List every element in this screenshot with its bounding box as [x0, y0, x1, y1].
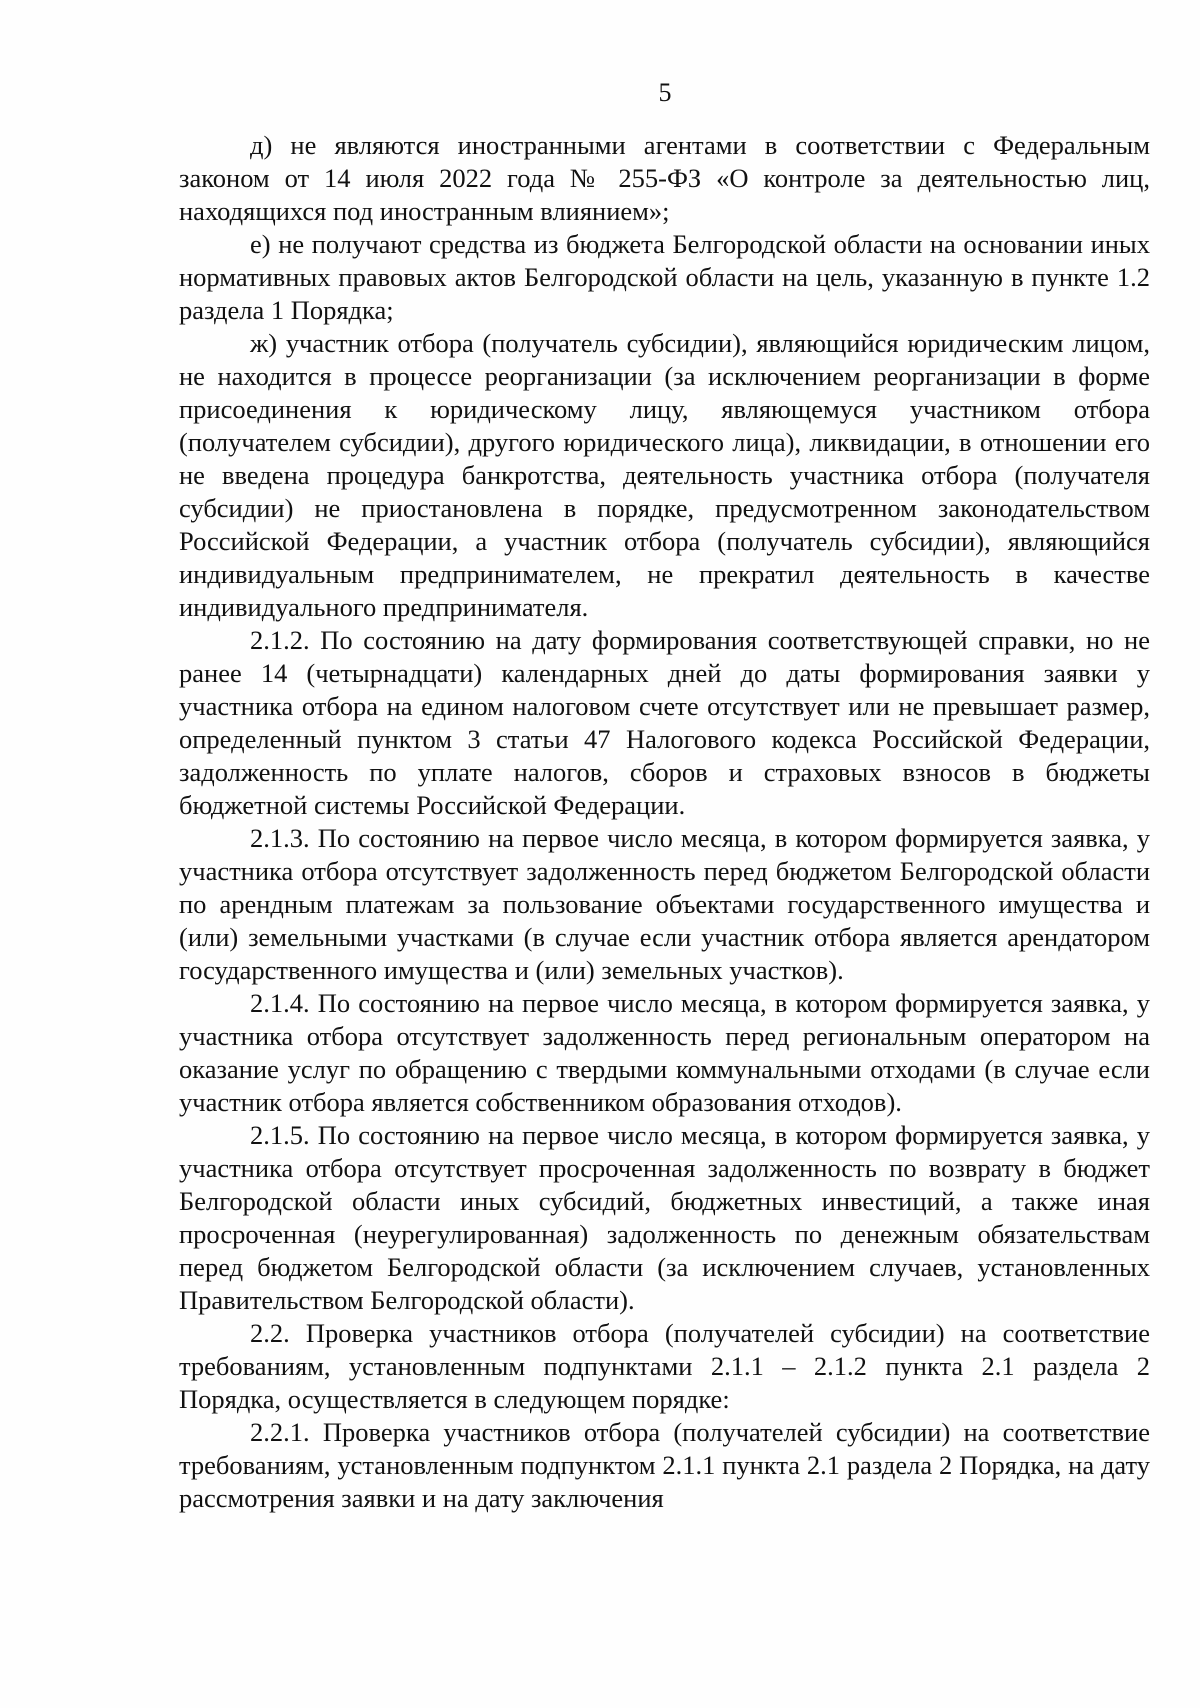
- paragraph-zh: ж) участник отбора (получатель субсидии), являющийся юридическим лицом, не находится в процессе реорганизации (за исключением реорганизации в форме присоединения к юридическому лицу, являющемуся участником отбора (получателем субсидии), другого юридического лица), ликвидации, в отношении его не введена процедура банкротства, деятельность участника отбора (получателя субсидии) не приостановлена в порядке, предусмотренном законодательством Российской Федерации, а участник отбора (получатель субсидии), являющийся индивидуальным предпринимателем, не прекратил деятельность в качестве индивидуального предпринимателя.: [179, 328, 1150, 622]
- paragraph-2-1-5: 2.1.5. По состоянию на первое число месяца, в котором формируется заявка, у участника отбора отсутствует просроченная задолженность по возврату в бюджет Белгородской области иных субсидий, бюджетных инвестиций, а также иная просроченная (неурегулированная) задолженность по денежным обязательствам перед бюджетом Белгородской области (за исключением случаев, установленных Правительством Белгородской области).: [179, 1120, 1150, 1315]
- paragraph-d: д) не являются иностранными агентами в соответствии с Федеральным законом от 14 июля 2022 года № 255-ФЗ «О контроле за деятельностью лиц, находящихся под иностранным влиянием»;: [179, 130, 1150, 226]
- paragraph-2-1-3: 2.1.3. По состоянию на первое число месяца, в котором формируется заявка, у участника отбора отсутствует задолженность перед бюджетом Белгородской области по арендным платежам за пользование объектами государственного имущества и (или) земельными участками (в случае если участник отбора является арендатором государственного имущества и (или) земельных участков).: [179, 823, 1150, 985]
- paragraph-e: е) не получают средства из бюджета Белгородской области на основании иных нормативных правовых актов Белгородской области на цель, указанную в пункте 1.2 раздела 1 Порядка;: [179, 229, 1150, 325]
- paragraph-2-1-2: 2.1.2. По состоянию на дату формирования соответствующей справки, но не ранее 14 (четырнадцати) календарных дней до даты формирования заявки у участника отбора на едином налоговом счете отсутствует или не превышает размер, определенный пунктом 3 статьи 47 Налогового кодекса Российской Федерации, задолженность по уплате налогов, сборов и страховых взносов в бюджеты бюджетной системы Российской Федерации.: [179, 625, 1150, 820]
- paragraph-2-1-4: 2.1.4. По состоянию на первое число месяца, в котором формируется заявка, у участника отбора отсутствует задолженность перед региональным оператором на оказание услуг по обращению с твердыми коммунальными отходами (в случае если участник отбора является собственником образования отходов).: [179, 988, 1150, 1117]
- paragraph-2-2-1: 2.2.1. Проверка участников отбора (получателей субсидии) на соответствие требованиям, установленным подпунктом 2.1.1 пункта 2.1 раздела 2 Порядка, на дату рассмотрения заявки и на дату заключения: [179, 1417, 1150, 1513]
- paragraph-2-2: 2.2. Проверка участников отбора (получателей субсидии) на соответствие требованиям, установленным подпунктами 2.1.1 – 2.1.2 пункта 2.1 раздела 2 Порядка, осуществляется в следующем порядке:: [179, 1318, 1150, 1414]
- document-body: [179, 129, 1150, 1515]
- page-number: 5: [658, 78, 672, 107]
